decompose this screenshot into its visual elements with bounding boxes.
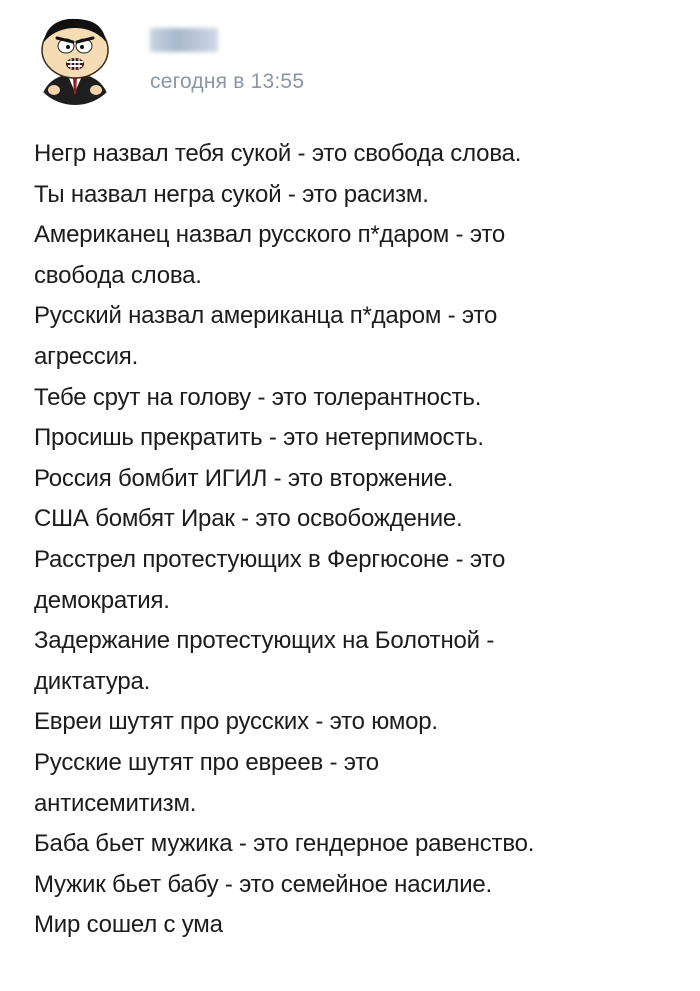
post-line: демократия.: [34, 586, 170, 614]
post-line: Тебе срут на голову - это толерантность.: [34, 383, 482, 411]
cartoon-character-avatar-icon: [28, 12, 122, 106]
post-line: США бомбят Ирак - это освобождение.: [34, 505, 463, 533]
post-line: Расстрел протестующих в Фергюсоне - это: [34, 545, 506, 573]
post-line: Американец назвал русского п*даром - это: [34, 221, 506, 249]
post-line: Россия бомбит ИГИЛ - это вторжение.: [34, 464, 454, 492]
post-line: свобода слова.: [34, 261, 202, 289]
post-line: Русский назвал американца п*даром - это: [34, 302, 498, 330]
post-line: Задержание протестующих на Болотной -: [34, 627, 495, 655]
post-line: Негр назвал тебя сукой - это свобода слова.: [34, 140, 522, 167]
post-line: Мужик бьет бабу - это семейное насилие.: [34, 870, 493, 898]
post-line: Русские шутят про евреев - это: [34, 748, 379, 776]
author-name-redacted[interactable]: [150, 28, 218, 52]
post-body: [34, 134, 684, 946]
post-timestamp[interactable]: сегодня в 13:55: [150, 70, 305, 93]
post-line: Просишь прекратить - это нетерпимость.: [34, 424, 484, 452]
avatar[interactable]: [28, 12, 122, 106]
post-line: Мир сошел с ума: [34, 911, 223, 939]
post-line: Баба бьет мужика - это гендерное равенство.: [34, 830, 535, 858]
post-header: [0, 0, 700, 120]
post-line: Ты назвал негра сукой - это расизм.: [34, 180, 429, 208]
post-line: Евреи шутят про русских - это юмор.: [34, 708, 438, 736]
post-line: диктатура.: [34, 667, 151, 695]
post-line: антисемитизм.: [34, 789, 197, 817]
post-line: агрессия.: [34, 342, 139, 370]
